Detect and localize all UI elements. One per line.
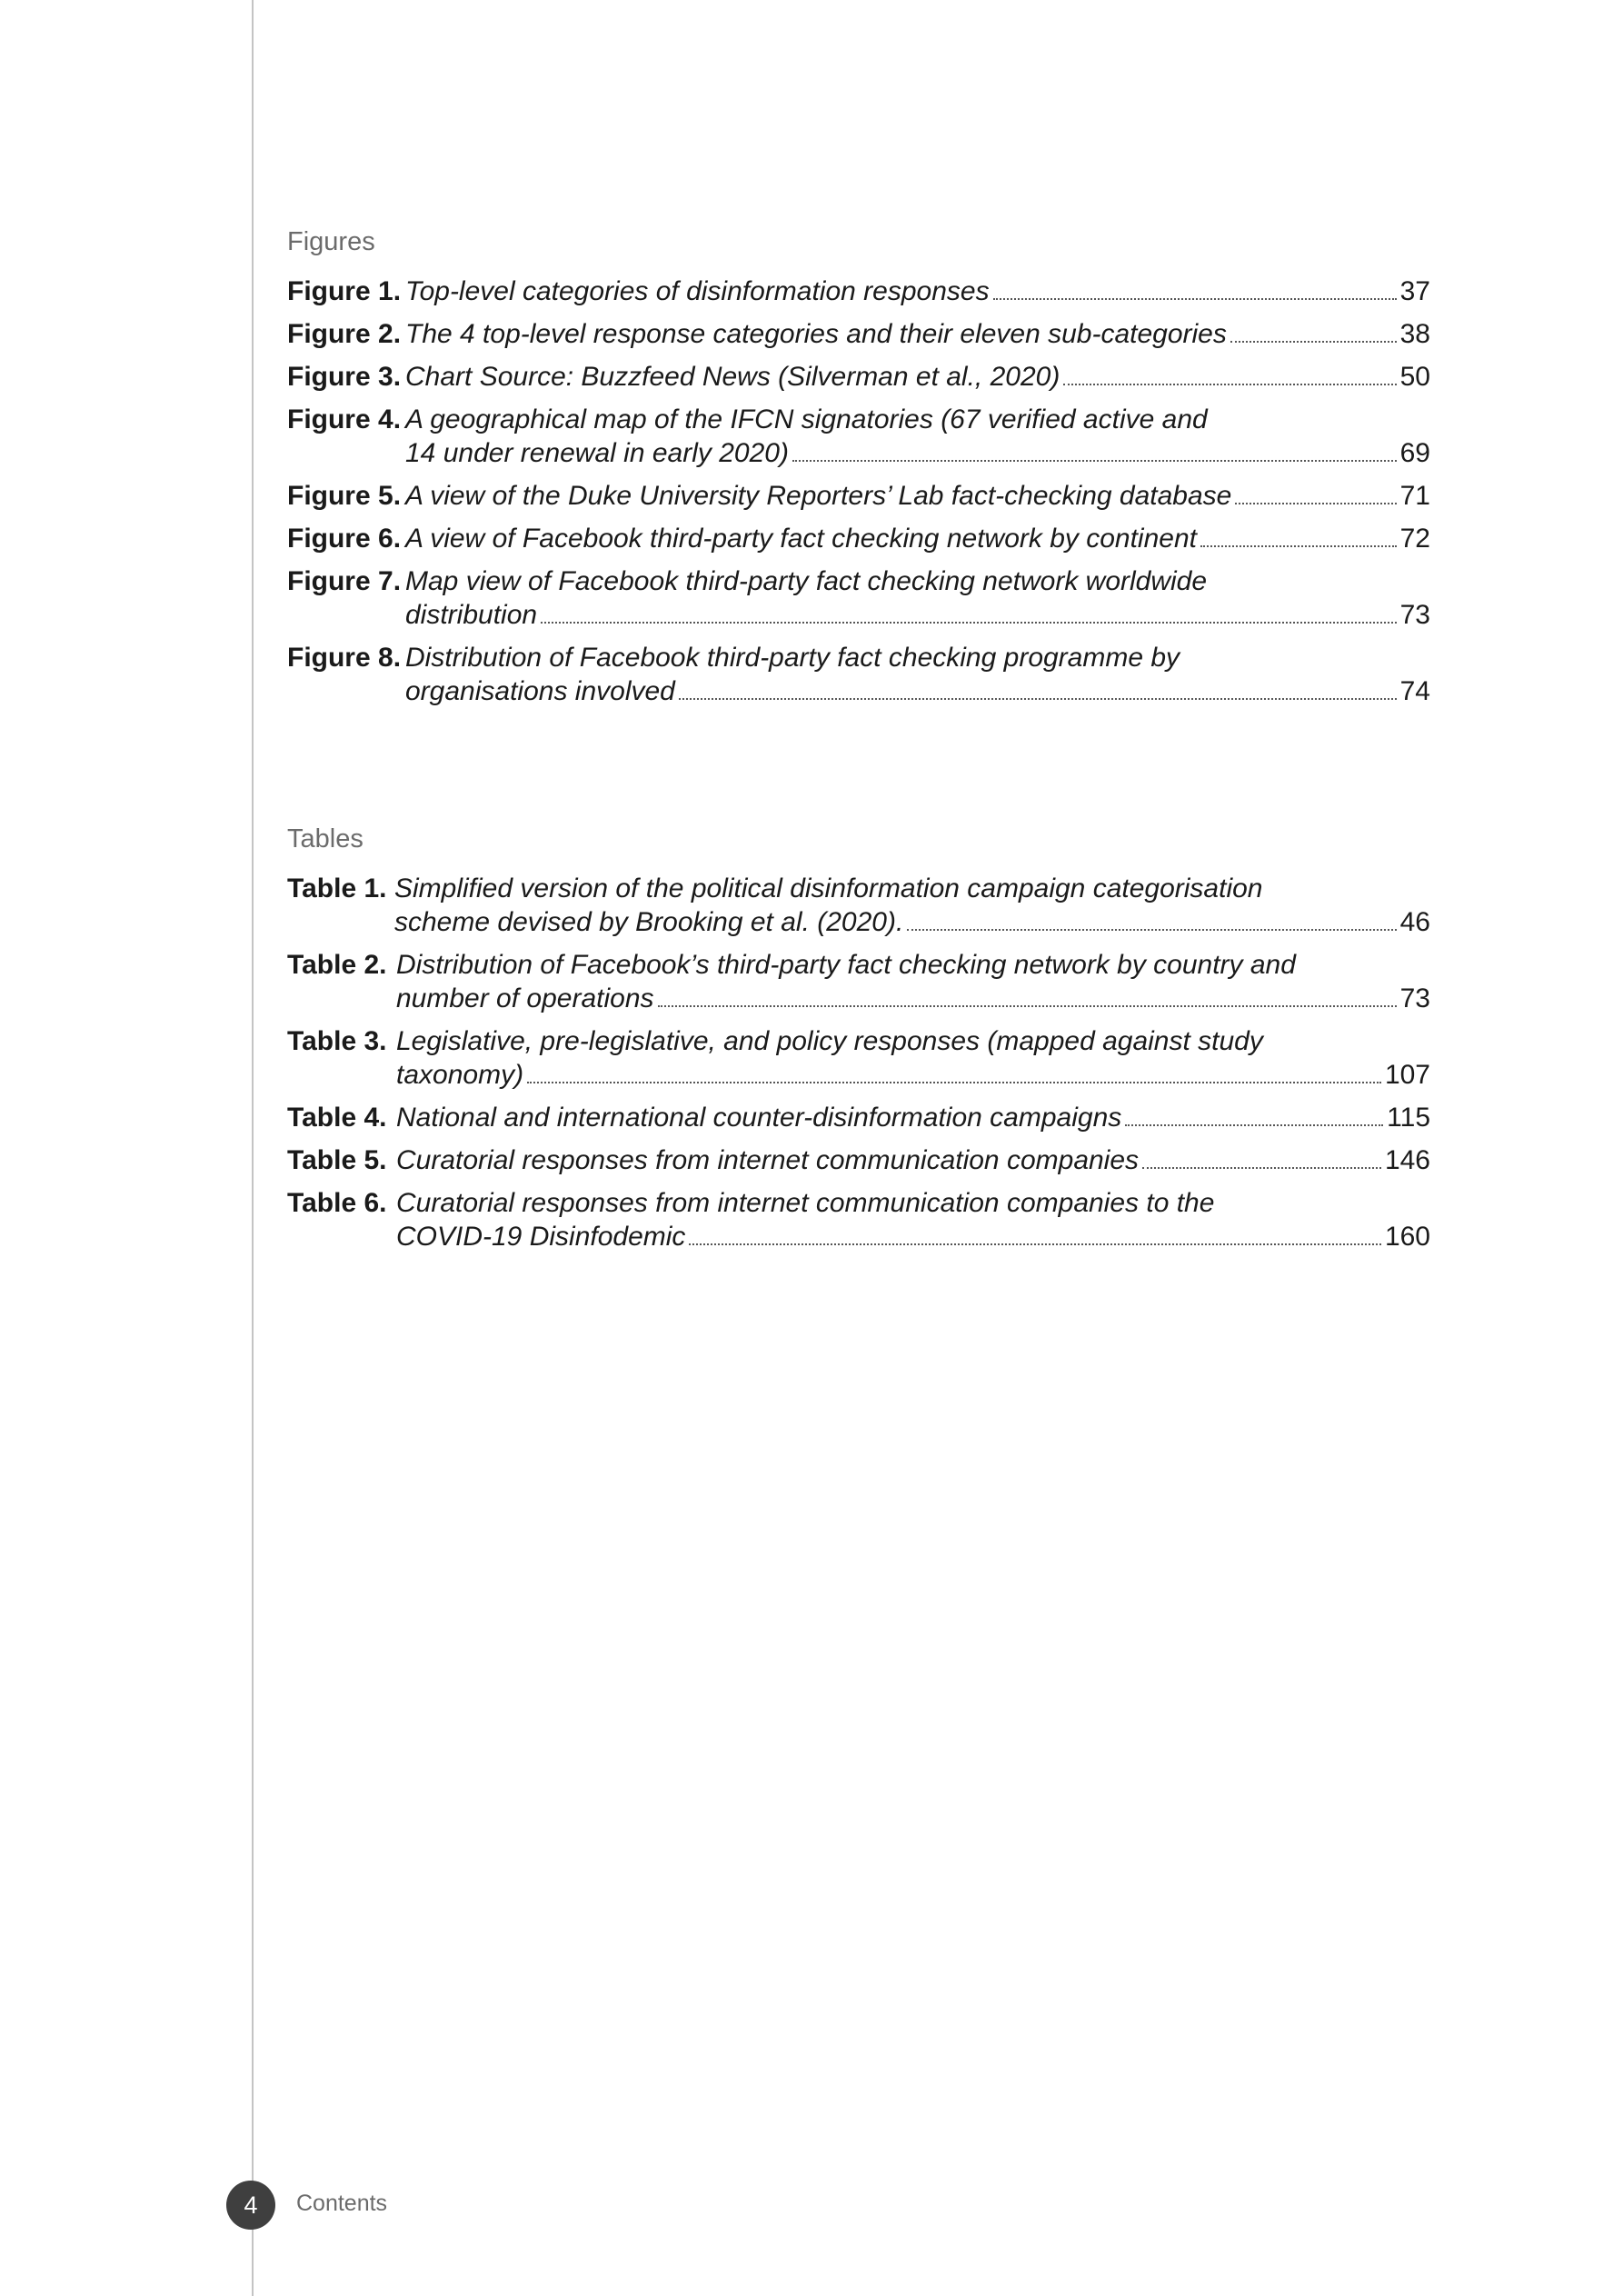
entry-page: 69 — [1399, 438, 1430, 468]
margin-rule — [252, 0, 254, 2296]
entry-page: 73 — [1399, 983, 1430, 1013]
toc-entry-table-3[interactable] — [287, 1024, 1430, 1092]
dot-leader — [1125, 1124, 1383, 1126]
entry-title: COVID-19 Disinfodemic — [396, 1222, 686, 1252]
entry-label: Table 1. — [287, 873, 387, 903]
entry-title: Curatorial responses from internet communication companies — [396, 1145, 1140, 1175]
entry-title-line-1: Curatorial responses from internet communication companies to the — [396, 1188, 1215, 1218]
entry-page: 37 — [1399, 276, 1430, 306]
entry-title: organisations involved — [405, 676, 675, 706]
entry-page: 46 — [1399, 907, 1430, 937]
dot-leader — [527, 1082, 1381, 1083]
page-number-badge: 4 — [226, 2181, 275, 2230]
entry-title: Chart Source: Buzzfeed News (Silverman et al., 2020) — [405, 362, 1060, 392]
entry-title-line-1: Simplified version of the political disinformation campaign categorisation — [394, 873, 1263, 903]
toc-entry-figure-2[interactable] — [287, 317, 1430, 351]
toc-entry-table-5[interactable] — [287, 1143, 1430, 1177]
entry-title: The 4 top-level response categories and their eleven sub-categories — [405, 319, 1227, 349]
dot-leader — [689, 1243, 1381, 1245]
entry-page: 160 — [1384, 1222, 1430, 1252]
entry-title: distribution — [405, 600, 538, 630]
entry-page: 71 — [1399, 481, 1430, 511]
entry-label: Table 5. — [287, 1145, 387, 1175]
entry-label: Table 4. — [287, 1103, 387, 1133]
entry-title: A view of the Duke University Reporters’ Lab fact-checking database — [405, 481, 1232, 511]
dot-leader — [1230, 341, 1397, 343]
entry-label: Figure 2. — [287, 319, 402, 349]
dot-leader — [1200, 545, 1397, 547]
entry-label: Figure 4. — [287, 404, 402, 434]
entry-page: 38 — [1399, 319, 1430, 349]
toc-entry-table-1[interactable] — [287, 872, 1430, 939]
entry-title: 14 under renewal in early 2020) — [405, 438, 789, 468]
tables-section — [287, 821, 1430, 1263]
dot-leader — [679, 698, 1397, 700]
dot-leader — [792, 460, 1397, 462]
toc-entry-figure-6[interactable] — [287, 522, 1430, 555]
entry-label: Table 3. — [287, 1026, 387, 1056]
entry-label: Figure 5. — [287, 481, 402, 511]
figures-section — [287, 224, 1430, 717]
dot-leader — [1142, 1167, 1381, 1169]
footer-section-label: Contents — [296, 2191, 388, 2216]
toc-entry-table-2[interactable] — [287, 948, 1430, 1015]
entry-page: 72 — [1399, 524, 1430, 554]
entry-page: 115 — [1387, 1103, 1430, 1133]
entry-title: number of operations — [396, 983, 654, 1013]
entry-title: A view of Facebook third-party fact checking network by continent — [405, 524, 1197, 554]
entry-title: National and international counter-disinformation campaigns — [396, 1103, 1122, 1133]
toc-entry-figure-1[interactable] — [287, 275, 1430, 308]
dot-leader — [1063, 384, 1396, 385]
entry-page: 74 — [1399, 676, 1430, 706]
section-heading-figures: Figures — [287, 227, 375, 256]
toc-entry-figure-5[interactable] — [287, 479, 1430, 513]
dot-leader — [1235, 503, 1396, 504]
entry-page: 107 — [1384, 1060, 1430, 1090]
toc-entry-figure-4[interactable] — [287, 403, 1430, 470]
entry-label: Figure 7. — [287, 566, 402, 596]
entry-title-line-1: A geographical map of the IFCN signatories (67 verified active and — [405, 404, 1208, 434]
toc-entry-figure-8[interactable] — [287, 641, 1430, 708]
entry-page: 146 — [1384, 1145, 1430, 1175]
entry-label: Figure 3. — [287, 362, 402, 392]
entry-title-line-1: Map view of Facebook third-party fact checking network worldwide — [405, 566, 1208, 596]
entry-title-line-1: Legislative, pre-legislative, and policy responses (mapped against study — [396, 1026, 1263, 1056]
toc-entry-figure-7[interactable] — [287, 564, 1430, 632]
entry-title-line-1: Distribution of Facebook third-party fact checking programme by — [405, 643, 1180, 673]
entry-title: Top-level categories of disinformation responses — [405, 276, 990, 306]
entry-label: Table 2. — [287, 950, 387, 980]
entry-label: Figure 6. — [287, 524, 402, 554]
entry-label: Table 6. — [287, 1188, 387, 1218]
dot-leader — [907, 929, 1396, 931]
entry-label: Figure 1. — [287, 276, 402, 306]
dot-leader — [658, 1005, 1397, 1007]
toc-entry-table-4[interactable] — [287, 1101, 1430, 1134]
entry-page: 50 — [1399, 362, 1430, 392]
section-heading-tables: Tables — [287, 824, 363, 854]
dot-leader — [993, 298, 1397, 300]
entry-title-line-1: Distribution of Facebook’s third-party fact checking network by country and — [396, 950, 1296, 980]
entry-title: scheme devised by Brooking et al. (2020). — [394, 907, 904, 937]
entry-title: taxonomy) — [396, 1060, 524, 1090]
toc-entry-table-6[interactable] — [287, 1186, 1430, 1253]
entry-page: 73 — [1399, 600, 1430, 630]
entry-label: Figure 8. — [287, 643, 402, 673]
dot-leader — [541, 622, 1397, 624]
toc-entry-figure-3[interactable] — [287, 360, 1430, 394]
